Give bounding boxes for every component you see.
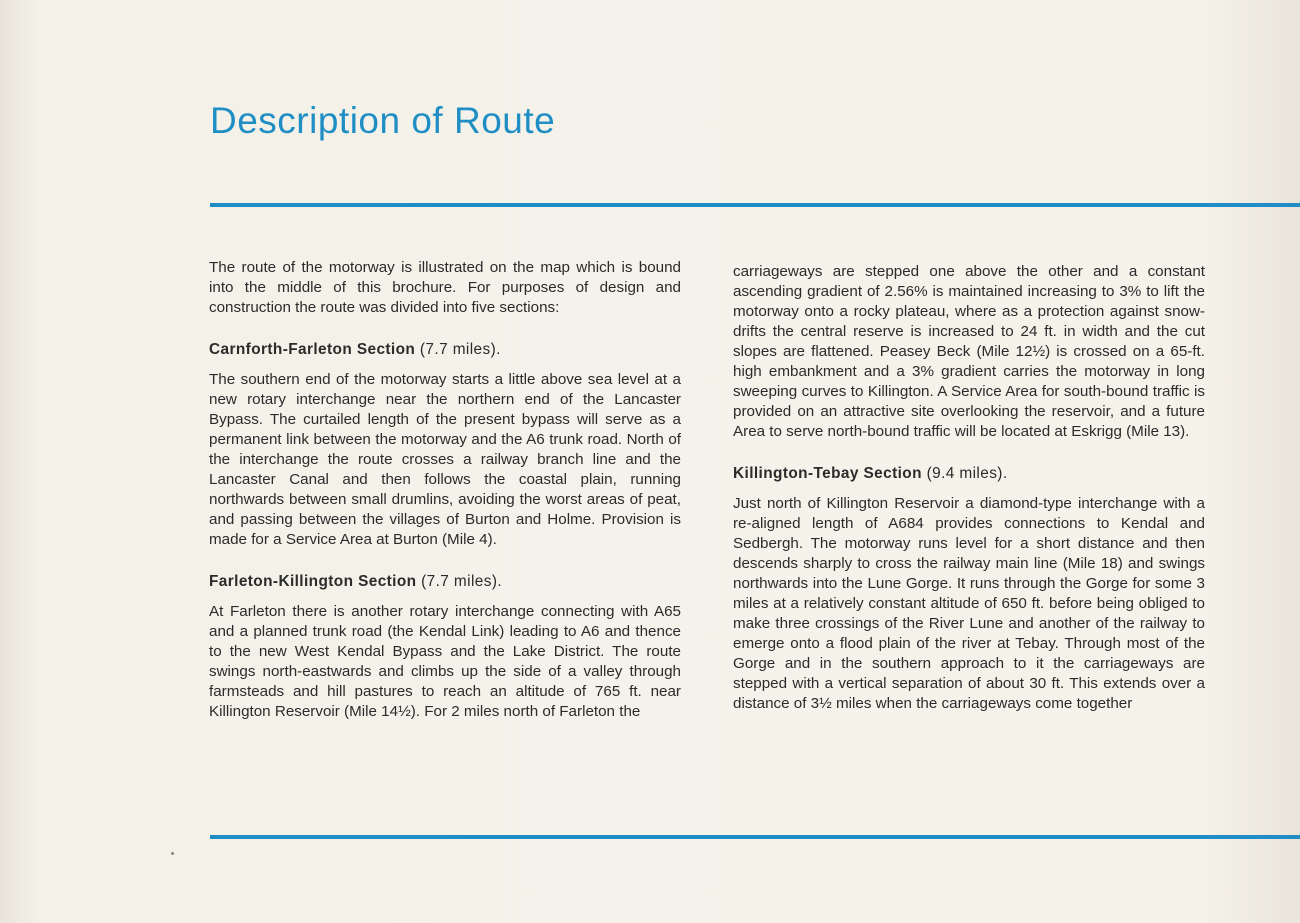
section-miles: (9.4 miles).: [926, 465, 1008, 482]
section-title: Farleton-Killington Section: [209, 573, 417, 590]
intro-paragraph: The route of the motorway is illustrated on the map which is bound into the middle of this brochure. For purposes of design and construction the route was divided into five sections:: [209, 259, 681, 316]
left-column: [209, 258, 681, 722]
page-title: Description of Route: [210, 100, 556, 141]
section-title: Carnforth-Farleton Section: [209, 341, 416, 358]
section-title: Killington-Tebay Section: [733, 465, 922, 482]
section-heading-killington-tebay: [733, 464, 1205, 484]
bottom-divider: [210, 835, 1300, 839]
paper-speck: [171, 852, 174, 855]
section-miles: (7.7 miles).: [421, 573, 503, 590]
section-miles: (7.7 miles).: [419, 341, 501, 358]
top-divider: [210, 203, 1300, 207]
section-body-killington-tebay: Just north of Killington Reservoir a diamond-type interchange with a re-aligned length of A684 provides connections to Kendal and Sedbergh. The motorway runs level for a short distance and then descends sharply to cross the railway main line (Mile 18) and swings northwards into the Lune Gorge. It runs through the Gorge for some 3 miles at a relatively constant altitude of 650 ft. before being obliged to make three crossings of the River Lune and another of the railway to emerge onto a flood plain of the river at Tebay. Through most of the Gorge and in the southern approach to it the carriageways are stepped with a vertical separation of about 30 ft. This extends over a distance of 3½ miles when the carriageways come together: [733, 495, 1205, 712]
section-body-carnforth-farleton: The southern end of the motorway starts a little above sea level at a new rotary interchange near the northern end of the Lancaster Bypass. The curtailed length of the present bypass will serve as a permanent link between the motorway and the A6 trunk road. North of the interchange the route crosses a railway branch line and the Lancaster Canal and then follows the coastal plain, running northwards between small drumlins, avoiding the worst areas of peat, and passing between the villages of Burton and Holme. Provision is made for a Service Area at Burton (Mile 4).: [209, 371, 681, 548]
section-body-farleton-killington: At Farleton there is another rotary interchange connecting with A65 and a planned trunk road (the Kendal Link) leading to A6 and thence to the new West Kendal Bypass and the Lake District. The route swings north-eastwards and climbs up the side of a valley through farmsteads and hill pastures to reach an altitude of 765 ft. near Killington Reservoir (Mile 14½). For 2 miles north of Farleton the: [209, 603, 681, 720]
continued-paragraph: carriageways are stepped one above the other and a constant ascending gradient of 2.56% is maintained increasing to 3% to lift the motorway onto a rocky plateau, where as a protection against snow-drifts the central reserve is increased to 24 ft. in width and the cut slopes are flattened. Peasey Beck (Mile 12½) is crossed on a 65-ft. high embankment and a 3% gradient carries the motorway in long sweeping curves to Killington. A Service Area for south-bound traffic is provided on an attractive site overlooking the reservoir, and a future Area to serve north-bound traffic will be located at Eskrigg (Mile 13).: [733, 263, 1205, 440]
section-heading-farleton-killington: [209, 572, 681, 592]
right-column: [733, 262, 1205, 714]
section-heading-carnforth-farleton: [209, 340, 681, 360]
